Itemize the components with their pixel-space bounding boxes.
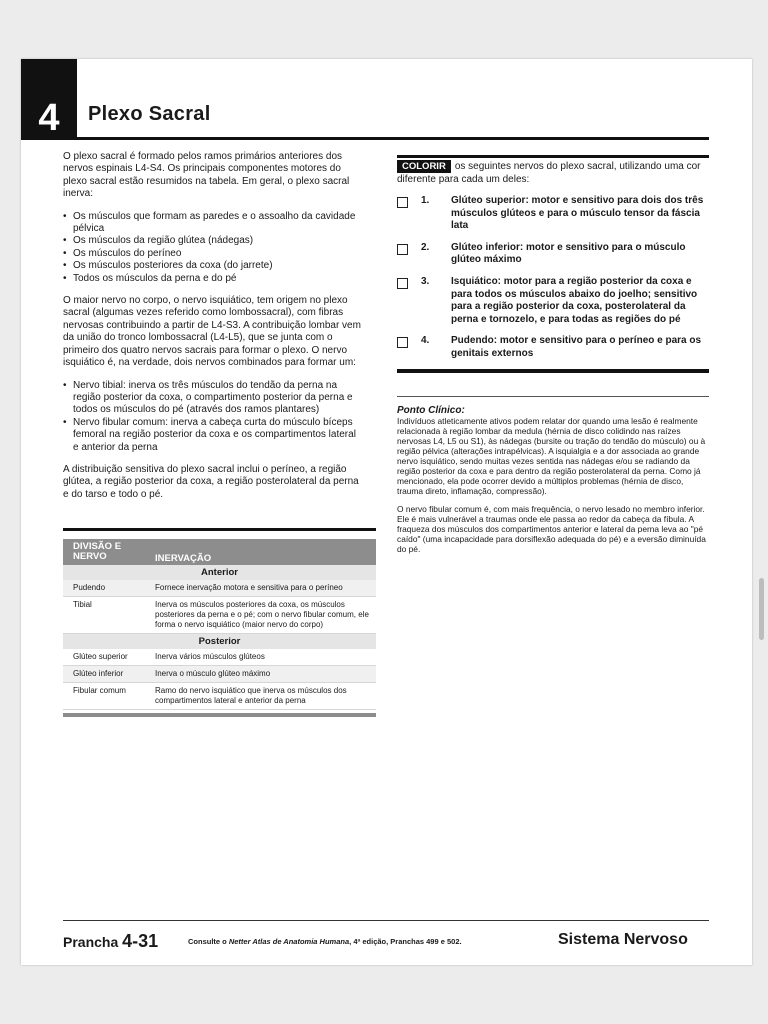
left-column	[63, 151, 363, 511]
innervation-list	[63, 211, 363, 285]
reference-note: Consulte o Netter Atlas de Anatomia Humana, 4ª edição, Pranchas 499 e 502.	[188, 937, 462, 946]
clinical-point	[397, 405, 709, 554]
clinical-paragraph: Indivíduos atleticamente ativos podem relatar dor quando uma lesão é realmente relacionada à região lombar da medula (hérnia de disco colidindo nas raízes nervosas L4, L5 ou S1), às nádegas (bursite ou tração do tendão do músculo) ou à região pélvica (alterações intrapélvicas). A isquialgia e a dor associada ao grande nervo isquiático, sendo muitas vezes sentida nas nádegas e/ou se radiando da região posterior da coxa e para dentro da região posterolateral da perna. Como já mencionado, ela pode ocorrer devido a múltiplos problemas (hérnia de disco, trauma direto, inflamação, compressão).	[397, 415, 706, 496]
scrollbar[interactable]	[759, 578, 764, 640]
nerve-table	[63, 528, 376, 717]
table-row: Glúteo inferior Inerva o músculo glúteo máximo	[63, 666, 376, 683]
column-header-division: DIVISÃO E NERVO	[73, 541, 122, 562]
chapter-number: 4	[21, 59, 77, 140]
sciatic-list	[63, 380, 363, 454]
section-name: Sistema Nervoso	[558, 931, 688, 948]
document-page	[21, 59, 752, 965]
list-item: • Os músculos que formam as paredes e o assoalho da cavidade pélvica	[63, 211, 363, 236]
checkbox[interactable]	[397, 244, 408, 255]
table-row: Glúteo superior Inerva vários músculos glúteos	[63, 649, 376, 666]
plate-number: Prancha 4-31	[63, 931, 159, 951]
intro-paragraph: O plexo sacral é formado pelos ramos primários anteriores dos nervos espinais L4-S4. Os principais componentes motores do plexo sacral estão resumidos na tabela. Em geral, o plexo sacral inerva:	[63, 151, 350, 200]
list-item: • Os músculos do períneo	[63, 248, 363, 260]
sciatic-paragraph: O maior nervo no corpo, o nervo isquiático, tem origem no plexo sacral (algumas vezes referido como lombossacral), com fibras nervosas contribuindo a partir de L4-S3. A contribuição lombar vem da união do tronco lombossacral (L4-L5), que se junta com o primeiro dos quatro nervos sacrais para formar o plexo. O nervo isquiático é, na verdade, dois nervos combinados para formar um:	[63, 295, 361, 369]
checkbox[interactable]	[397, 337, 408, 348]
sensory-paragraph: A distribuição sensitiva do plexo sacral inclui o períneo, a região glútea, a região posterior da coxa, a região posterolateral da perna e do tarso e todo o pé.	[63, 463, 359, 500]
list-item: • Nervo tibial: inerva os três músculos do tendão da perna na região posterior da coxa, o compartimento posterior da perna e todos os músculos do pé (através dos ramos plantares)	[63, 380, 363, 417]
list-item: • Nervo fibular comum: inerva a cabeça curta do músculo bíceps femoral na região posterior da coxa e os compartimentos lateral e anterior da perna	[63, 417, 363, 454]
section-anterior: Anterior	[63, 565, 376, 580]
coloring-item: 1. Glúteo superior: motor e sensitivo para dois dos três músculos glúteos e para o músculo tensor da fáscia lata	[397, 195, 709, 233]
colorir-badge: COLORIR	[397, 160, 451, 173]
table-row: Pudendo Fornece inervação motora e sensitiva para o períneo	[63, 580, 376, 597]
right-column	[397, 155, 709, 562]
coloring-item: 4. Pudendo: motor e sensitivo para o períneo e para os genitais externos	[397, 335, 709, 360]
checkbox[interactable]	[397, 197, 408, 208]
clinical-paragraph: O nervo fibular comum é, com mais frequência, o nervo lesado no membro inferior. Ele é mais vulnerável a traumas onde ele passa ao redor da cabeça da fíbula. A fraqueza dos músculos dos compartimentos anterior e lateral da perna leva ao "pé caído" (uma incapacidade para dorsiflexão adequada do pé) e a eversão diminuída do pé.	[397, 503, 706, 554]
checkbox[interactable]	[397, 278, 408, 289]
section-posterior: Posterior	[63, 634, 376, 649]
list-item: • Os músculos posteriores da coxa (do jarrete)	[63, 260, 363, 272]
list-item: • Todos os músculos da perna e do pé	[63, 273, 363, 285]
table-row: Fibular comum Ramo do nervo isquiático que inerva os músculos dos compartimentos lateral e anterior da perna	[63, 683, 376, 710]
page-title: Plexo Sacral	[88, 103, 211, 125]
table-header	[63, 539, 376, 565]
list-item: • Os músculos da região glútea (nádegas)	[63, 235, 363, 247]
clinical-point-title: Ponto Clínico:	[397, 404, 465, 416]
coloring-instructions: COLORIR os seguintes nervos do plexo sacral, utilizando uma cor diferente para cada um deles:	[397, 161, 701, 185]
coloring-item: 3. Isquiático: motor para a região posterior da coxa e para todos os músculos abaixo do joelho; sensitivo para a região posterior da coxa, posterolateral da perna e tornozelo, e para todas as regiões do pé	[397, 276, 709, 326]
table-row: Tibial Inerva os músculos posteriores da coxa, os músculos posteriores da perna e o pé; com o nervo fibular comum, ele forma o nervo isquiático (maior nervo do corpo)	[63, 597, 376, 634]
coloring-item: 2. Glúteo inferior: motor e sensitivo para o músculo glúteo máximo	[397, 242, 709, 267]
column-header-innervation: INERVAÇÃO	[155, 553, 212, 564]
title-rule	[77, 137, 709, 140]
